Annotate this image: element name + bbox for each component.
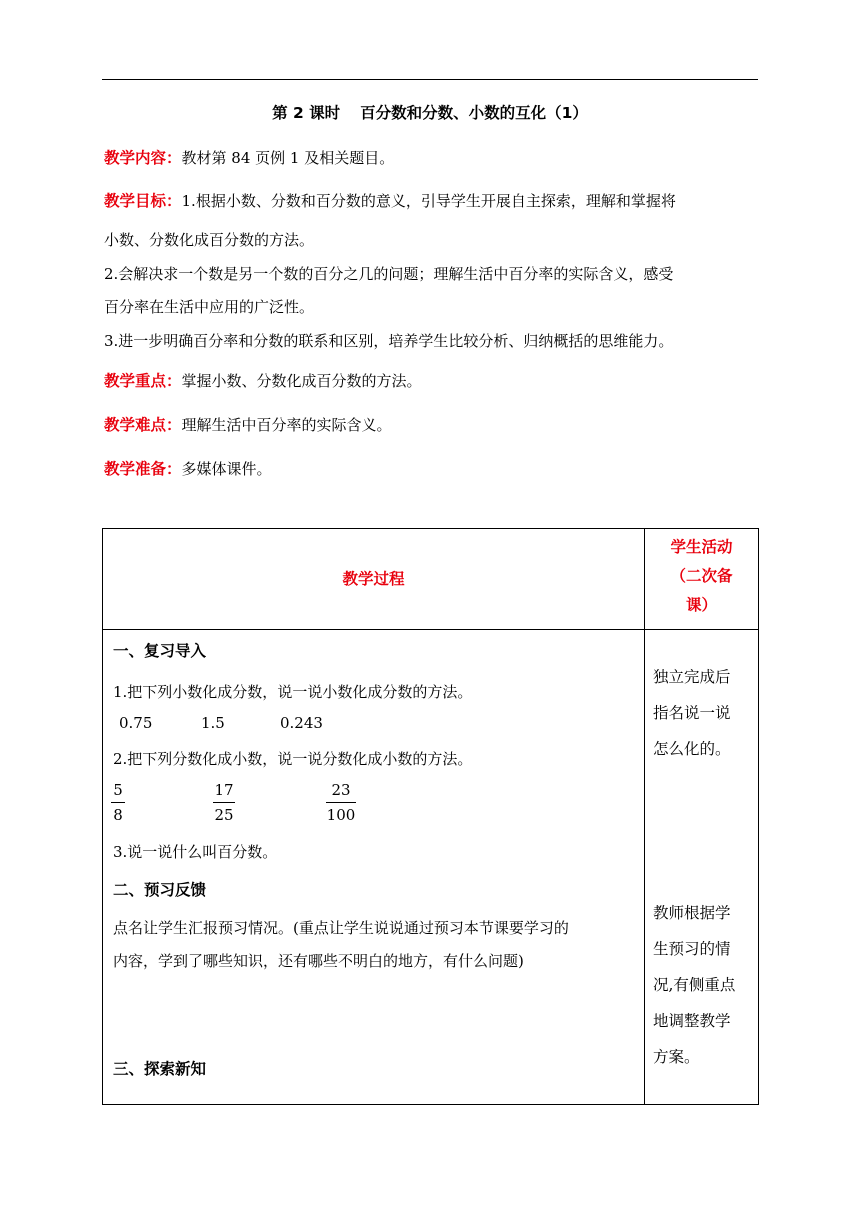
difficulty-row — [104, 413, 392, 435]
fraction-5-8 — [111, 780, 125, 825]
lesson-topic: 百分数和分数、小数的互化（1） — [360, 104, 588, 122]
goals-line-2: 小数、分数化成百分数的方法。 — [104, 231, 315, 249]
content-row — [104, 146, 394, 168]
side-note-2-line: 教师根据学 — [653, 904, 731, 922]
lesson-title — [102, 101, 758, 123]
key-text: 掌握小数、分数化成百分数的方法。 — [181, 372, 422, 390]
goals-label: 教学目标： — [104, 192, 182, 210]
content-label: 教学内容： — [104, 149, 182, 167]
goals-row — [104, 189, 676, 211]
side-note-1-line: 指名说一说 — [653, 704, 731, 722]
header-side-line-3: 课） — [685, 596, 717, 614]
review-item-3: 3.说一说什么叫百分数。 — [113, 843, 278, 861]
lesson-number: 第 2 课时 — [272, 104, 341, 122]
prep-label: 教学准备： — [104, 460, 182, 478]
difficulty-label: 教学难点： — [104, 416, 182, 434]
fraction-numerator: 17 — [214, 781, 234, 799]
goals-line-5: 3.进一步明确百分率和分数的联系和区别，培养学生比较分析、归纳概括的思维能力。 — [104, 332, 674, 350]
header-student-activity — [645, 533, 758, 620]
side-note-1-line: 怎么化的。 — [653, 740, 731, 758]
header-side-line-1: 学生活动 — [670, 538, 733, 556]
goals-line-4: 百分率在生活中应用的广泛性。 — [104, 298, 315, 316]
key-label: 教学重点： — [104, 372, 182, 390]
header-divider — [103, 629, 758, 630]
fraction-denominator: 100 — [326, 806, 356, 824]
section-feedback-heading: 二、预习反馈 — [113, 881, 207, 899]
review-item-2: 2.把下列分数化成小数，说一说分数化成小数的方法。 — [113, 750, 473, 768]
fraction-numerator: 5 — [113, 781, 123, 799]
fraction-numerator: 23 — [331, 781, 351, 799]
prep-row — [104, 457, 272, 479]
fraction-23-100 — [326, 780, 356, 825]
section-review-heading: 一、复习导入 — [113, 642, 207, 660]
side-note-1 — [653, 659, 731, 767]
process-table — [102, 528, 759, 1105]
key-row — [104, 369, 422, 391]
section-explore-heading: 三、探索新知 — [113, 1060, 207, 1078]
content-text: 教材第 84 页例 1 及相关题目。 — [181, 149, 395, 167]
side-note-1-line: 独立完成后 — [653, 668, 731, 686]
decimal-1: 0.75 — [119, 714, 153, 732]
header-side-line-2: （二次备 — [670, 567, 733, 585]
prep-text: 多媒体课件。 — [181, 460, 272, 478]
difficulty-text: 理解生活中百分率的实际含义。 — [181, 416, 392, 434]
side-note-2-line: 地调整教学 — [653, 1012, 731, 1030]
side-note-2-line: 方案。 — [653, 1048, 700, 1066]
fraction-denominator: 8 — [113, 806, 123, 824]
side-note-2 — [653, 895, 735, 1075]
fraction-17-25 — [213, 780, 235, 825]
feedback-line-2: 内容，学到了哪些知识，还有哪些不明白的地方，有什么问题) — [113, 952, 524, 970]
side-note-2-line: 况,有侧重点 — [653, 976, 736, 994]
goals-line-1: 1.根据小数、分数和百分数的意义，引导学生开展自主探索，理解和掌握将 — [181, 192, 676, 210]
goals-line-3: 2.会解决求一个数是另一个数的百分之几的问题；理解生活中百分率的实际含义，感受 — [104, 265, 674, 283]
feedback-line-1: 点名让学生汇报预习情况。(重点让学生说说通过预习本节课要学习的 — [113, 919, 569, 937]
decimal-3: 0.243 — [280, 714, 323, 732]
header-teaching-process: 教学过程 — [342, 570, 405, 588]
side-note-2-line: 生预习的情 — [653, 940, 731, 958]
top-rule — [102, 79, 758, 80]
review-item-1: 1.把下列小数化成分数，说一说小数化成分数的方法。 — [113, 683, 473, 701]
fraction-denominator: 25 — [214, 806, 234, 824]
decimal-2: 1.5 — [201, 714, 225, 732]
